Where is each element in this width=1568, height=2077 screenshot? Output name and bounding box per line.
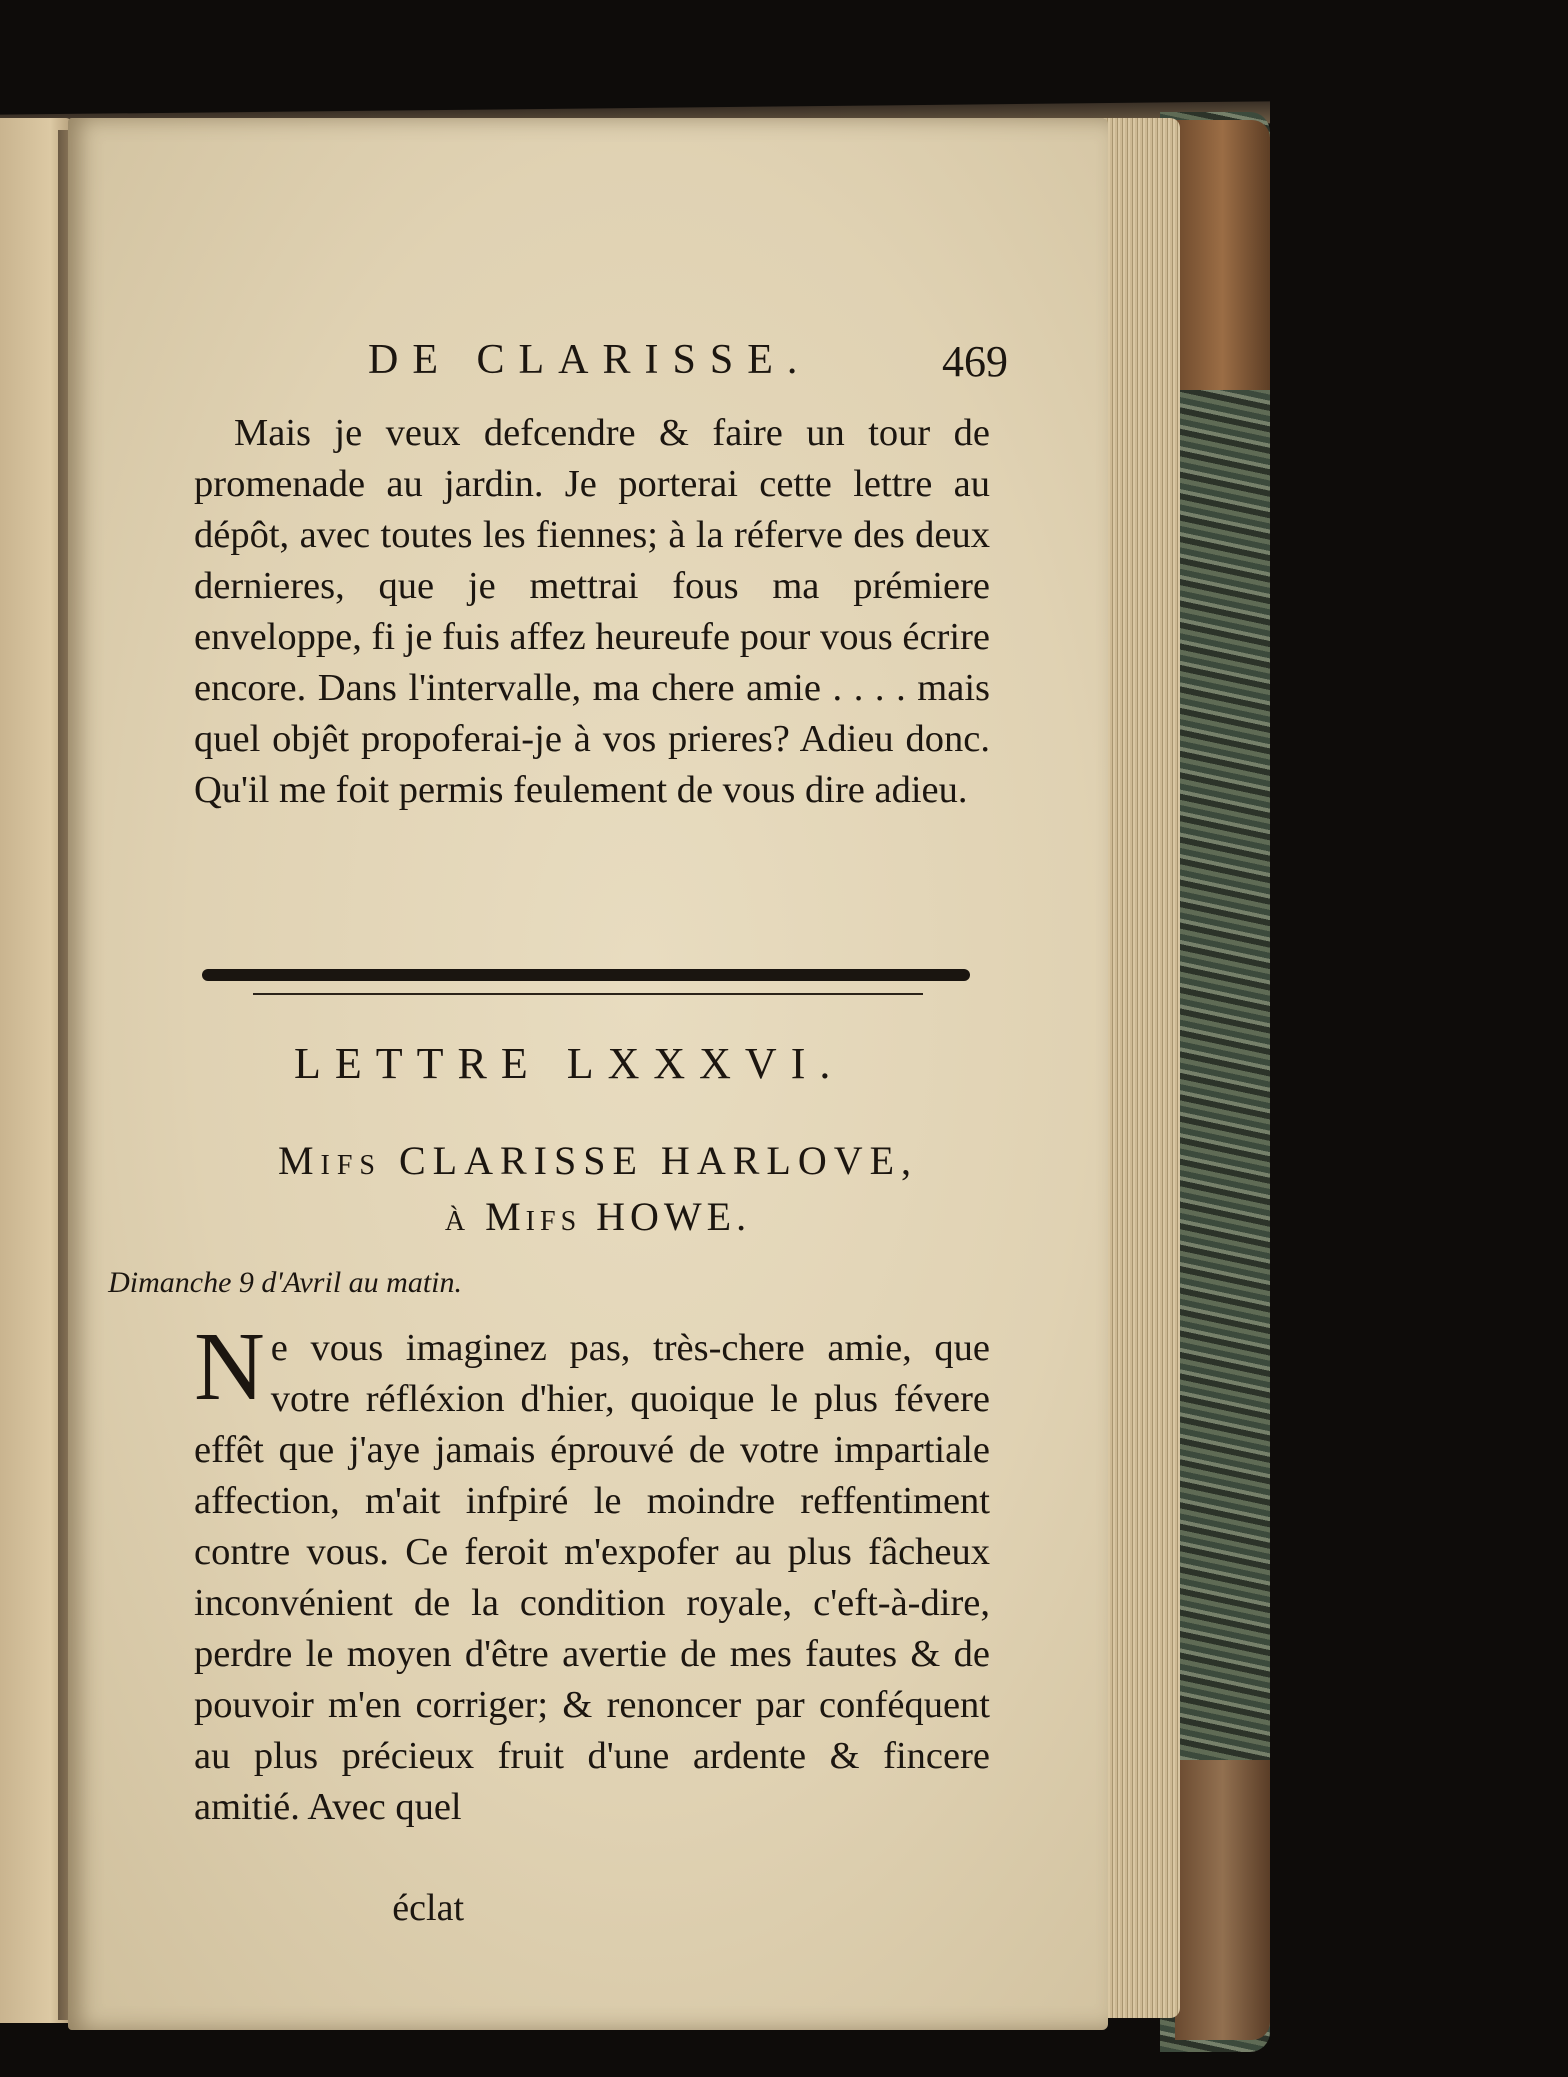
letter-sender: Mifs CLARISSE HARLOVE,: [277, 1138, 919, 1183]
running-head: DE CLARISSE.: [368, 337, 812, 383]
drop-cap: N: [194, 1313, 265, 1421]
letter-body: [194, 1313, 990, 1833]
letter-recipient: à Mifs HOWE.: [444, 1194, 752, 1239]
book-binding-leather-bottom: [1175, 1760, 1270, 2040]
page-header: [368, 336, 1008, 392]
letter-salutation: [258, 1133, 938, 1245]
letter-title: LETTRE LXXXVI.: [294, 1039, 845, 1088]
book-page: [68, 118, 1108, 2030]
section-divider-thick: [202, 969, 970, 981]
letter-body-text: e vous imaginez pas, très-chere amie, que votre réfléxion d'hier, quoique le plus févere effêt que j'aye jamais éprouvé de votre impartiale affection, m'ait infpiré le moindre reffentiment contre vous. Ce feroit m'expofer au plus fâcheux inconvénient de la condition royale, c'eft-à-dire, perdre le moyen d'être avertie de mes fautes & de pouvoir m'en corriger; & renoncer par conféquent au plus précieux fruit d'une ardente & fincere amitié. Avec quel: [194, 1327, 990, 1828]
section-divider-thin: [253, 993, 923, 995]
letter-date: Dimanche 9 d'Avril au matin.: [108, 1266, 462, 1299]
page-number: 469: [942, 337, 1008, 386]
book-binding-leather-top: [1175, 120, 1270, 390]
catchword: éclat: [392, 1887, 464, 1929]
closing-paragraph: Mais je veux defcendre & faire un tour de promenade au jardin. Je porterai cette lettre au dépôt, avec toutes les fiennes; à la réferve des deux dernieres, que je mettrai fous ma prémiere enveloppe, fi je fuis affez heureufe pour vous écrire encore. Dans l'intervalle, ma chere amie . . . . mais quel objêt propoferai-je à vos prieres? Adieu donc. Qu'il me foit permis feulement de vous dire adieu.: [194, 412, 990, 811]
